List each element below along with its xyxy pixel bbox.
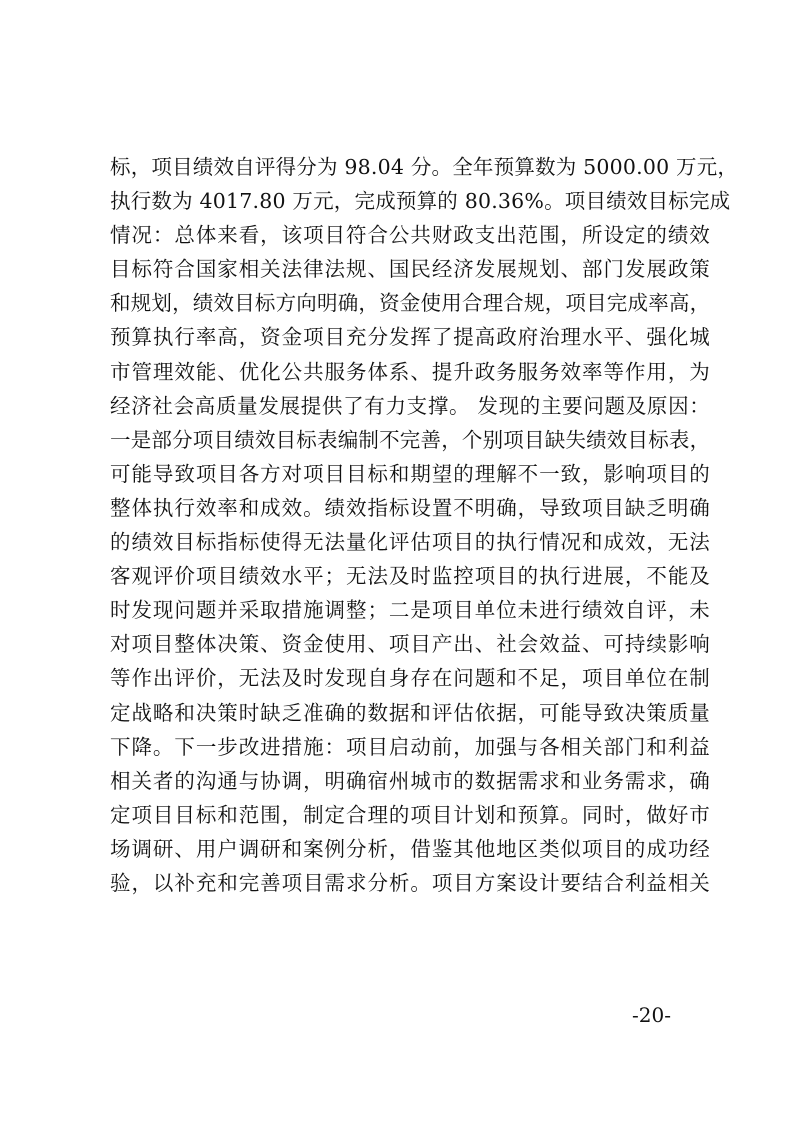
text-line: 的绩效目标指标使得无法量化评估项目的执行情况和成效，无法 (110, 530, 710, 555)
body-text (110, 150, 739, 900)
text-line: 对项目整体决策、资金使用、项目产出、社会效益、可持续影响 (110, 632, 710, 657)
text-line: 预算执行率高，资金项目充分发挥了提高政府治理水平、强化城 (110, 325, 710, 350)
text-line: 情况：总体来看，该项目符合公共财政支出范围，所设定的绩效 (110, 223, 710, 248)
text-line: 目标符合国家相关法律法规、国民经济发展规划、部门发展政策 (110, 257, 710, 282)
text-line: 下降。下一步改进措施：项目启动前，加强与各相关部门和利益 (110, 734, 710, 759)
text-line: 时发现问题并采取措施调整；二是项目单位未进行绩效自评，未 (110, 598, 710, 623)
text-line: 定项目目标和范围，制定合理的项目计划和预算。同时，做好市 (110, 802, 710, 827)
text-line: 等作出评价，无法及时发现自身存在问题和不足，项目单位在制 (110, 666, 710, 691)
text-line: 场调研、用户调研和案例分析，借鉴其他地区类似项目的成功经 (110, 836, 710, 861)
text-line: 定战略和决策时缺乏准确的数据和评估依据，可能导致决策质量 (110, 700, 710, 725)
text-line: 验，以补充和完善项目需求分析。项目方案设计要结合利益相关 (110, 870, 710, 895)
text-line: 和规划，绩效目标方向明确，资金使用合理合规，项目完成率高， (110, 291, 711, 316)
text-line: 整体执行效率和成效。绩效指标设置不明确，导致项目缺乏明确 (110, 495, 710, 520)
text-line: 客观评价项目绩效水平；无法及时监控项目的执行进展，不能及 (110, 564, 710, 589)
page-number: -20- (632, 1003, 671, 1027)
text-line: 一是部分项目绩效目标表编制不完善，个别项目缺失绩效目标表， (110, 427, 711, 452)
text-line: 执行数为 4017.80 万元，完成预算的 80.36%。项目绩效目标完成 (110, 189, 731, 214)
text-line: 经济社会高质量发展提供了有力支撑。 发现的主要问题及原因： (110, 393, 710, 418)
text-line: 标，项目绩效自评得分为 98.04 分。全年预算数为 5000.00 万元， (110, 155, 739, 179)
text-line: 可能导致项目各方对项目目标和期望的理解不一致，影响项目的 (110, 461, 710, 486)
text-line: 市管理效能、优化公共服务体系、提升政务服务效率等作用，为 (110, 359, 710, 384)
text-line: 相关者的沟通与协调，明确宿州城市的数据需求和业务需求，确 (110, 768, 710, 793)
